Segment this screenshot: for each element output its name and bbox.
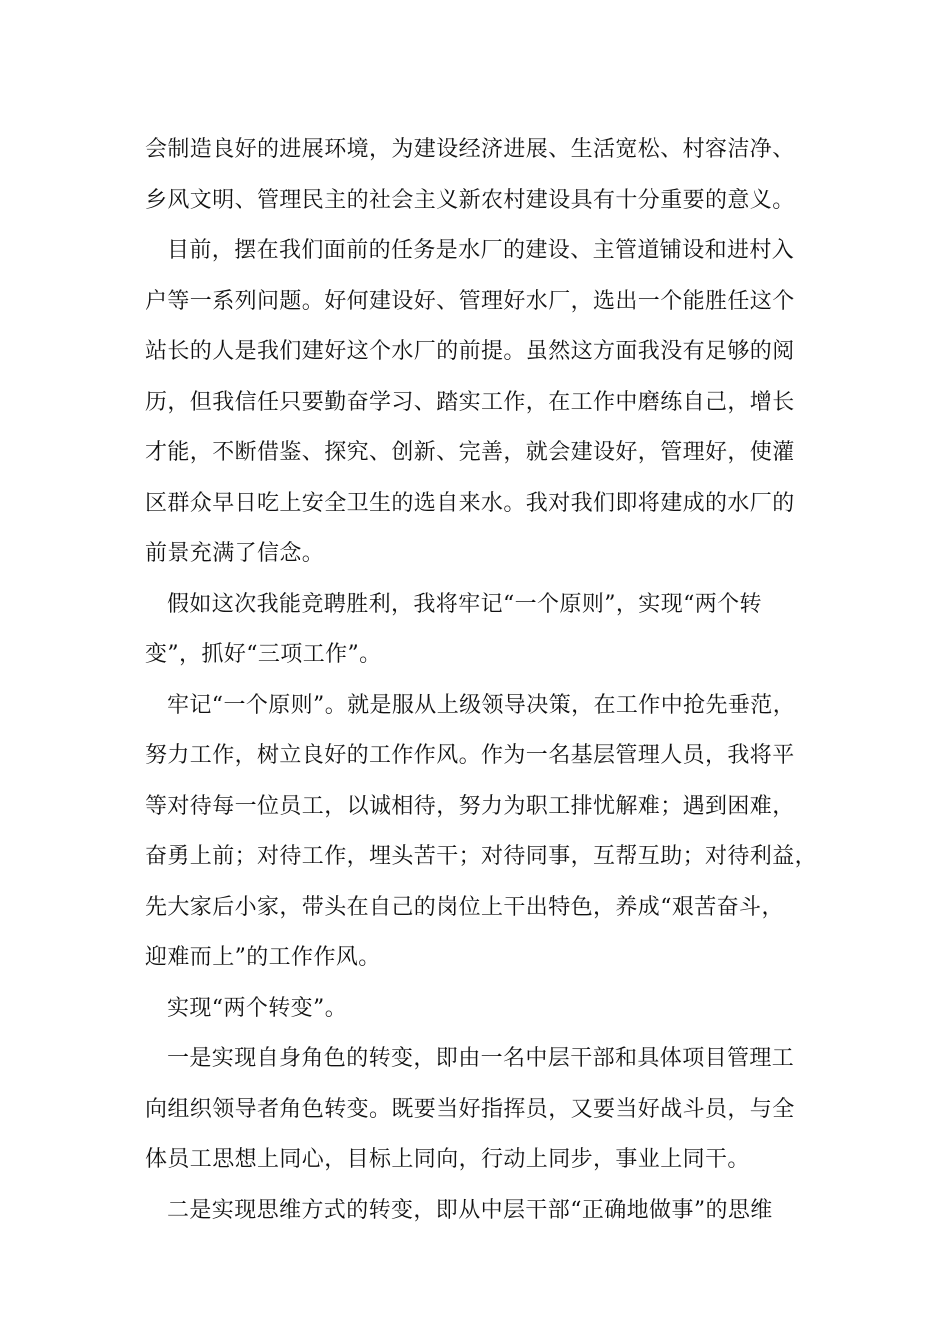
text-line: 实现“两个转变”。: [167, 995, 348, 1021]
body-text: [145, 125, 835, 1236]
text-line: 一是实现自身角色的转变，即由一名中层干部和具体项目管理工: [167, 1046, 795, 1071]
text-line: 奋勇上前；对待工作，埋头苦干；对待同事，互帮互助；对待利益，: [145, 844, 818, 869]
text-line: 变”，抓好“三项工作”。: [145, 642, 382, 667]
text-line: 先大家后小家，带头在自己的岗位上干出特色，养成“艰苦奋斗，: [145, 894, 784, 920]
text-line: 体员工思想上同心，目标上同向，行动上同步，事业上同干。: [145, 1147, 750, 1172]
text-line: 目前，摆在我们面前的任务是水厂的建设、主管道铺设和进村入: [167, 238, 795, 263]
text-line: 户等一系列问题。好何建设好、管理好水厂，选出一个能胜任这个: [145, 288, 795, 314]
text-line: 前景充满了信念。: [145, 541, 325, 566]
text-line: 假如这次我能竞聘胜利，我将牢记“一个原则”，实现“两个转: [167, 591, 762, 617]
text-line: 历，但我信任只要勤奋学习、踏实工作，在工作中磨练自己，增长: [145, 389, 795, 415]
text-line: 努力工作，树立良好的工作作风。作为一名基层管理人员，我将平: [145, 743, 795, 768]
text-line: 向组织领导者角色转变。既要当好指挥员，又要当好战斗员，与全: [145, 1096, 795, 1122]
text-line: 迎难而上”的工作作风。: [145, 945, 381, 970]
text-line: 二是实现思维方式的转变，即从中层干部“正确地做事”的思维: [167, 1197, 773, 1223]
text-line: 区群众早日吃上安全卫生的选自来水。我对我们即将建成的水厂的: [145, 490, 795, 516]
text-line: 乡风文明、管理民主的社会主义新农村建设具有十分重要的意义。: [145, 187, 795, 213]
text-line: 才能，不断借鉴、探究、创新、完善，就会建设好，管理好，使灌: [145, 440, 795, 465]
text-line: 站长的人是我们建好这个水厂的前提。虽然这方面我没有足够的阅: [145, 339, 795, 364]
text-line: 会制造良好的进展环境，为建设经济进展、生活宽松、村容洁净、: [145, 137, 795, 162]
text-line: 等对待每一位员工，以诚相待，努力为职工排忧解难；遇到困难，: [145, 793, 795, 819]
text-line: 牢记“一个原则”。就是服从上级领导决策，在工作中抢先垂范，: [167, 692, 796, 718]
